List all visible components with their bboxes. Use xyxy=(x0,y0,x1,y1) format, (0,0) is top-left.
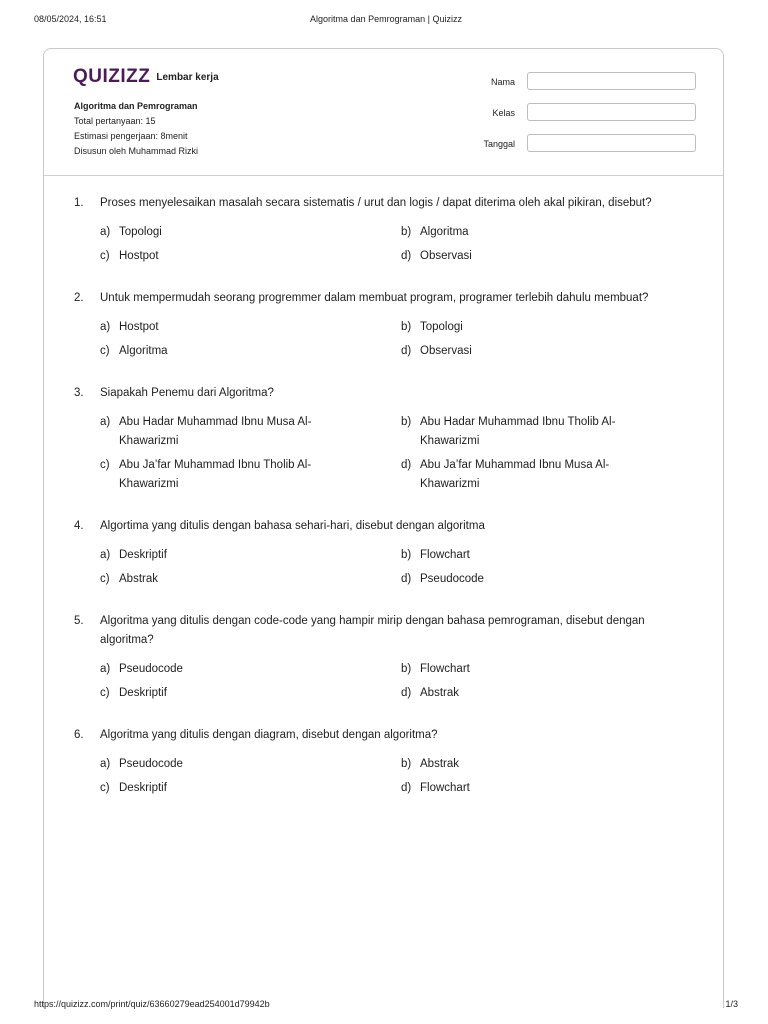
question-2 xyxy=(74,289,674,361)
worksheet-title: Algoritma dan Pemrograman xyxy=(74,101,198,111)
option-letter: a) xyxy=(100,321,111,333)
option-text: Deskriptif xyxy=(119,549,167,561)
option-grid xyxy=(100,660,674,703)
option-letter: c) xyxy=(100,345,110,357)
option-letter: a) xyxy=(100,226,111,238)
option-letter: b) xyxy=(401,321,412,333)
logo-wordmark: QUIZIZZ xyxy=(73,66,151,87)
question-text: Algoritma yang ditulis dengan code-code yang hampir mirip dengan bahasa pemrograman, disebut dengan algoritma? xyxy=(100,615,645,646)
print-datetime: 08/05/2024, 16:51 xyxy=(34,14,107,24)
option-grid xyxy=(100,413,674,494)
option-a[interactable] xyxy=(100,318,401,337)
option-a[interactable] xyxy=(100,755,401,774)
option-text: Hostpot xyxy=(119,250,159,262)
question-text: Proses menyelesaikan masalah secara sistematis / urut dan logis / dapat diterima oleh akal pikiran, disebut? xyxy=(100,197,652,209)
option-text: Pseudocode xyxy=(119,758,183,770)
option-text: Abstrak xyxy=(420,758,459,770)
option-text: Flowchart xyxy=(420,549,470,561)
option-b[interactable] xyxy=(401,755,686,774)
option-text: Abu Hadar Muhammad Ibnu Musa Al-Khawarizmi xyxy=(119,416,312,447)
option-text: Algoritma xyxy=(420,226,469,238)
option-text: Flowchart xyxy=(420,663,470,675)
option-text: Topologi xyxy=(119,226,162,238)
class-field-row xyxy=(474,103,696,123)
option-b[interactable] xyxy=(401,223,686,242)
option-text: Hostpot xyxy=(119,321,159,333)
date-input[interactable] xyxy=(527,134,696,152)
option-letter: d) xyxy=(401,345,412,357)
option-d[interactable] xyxy=(401,570,686,589)
option-b[interactable] xyxy=(401,413,686,451)
quizizz-logo xyxy=(73,67,219,87)
question-3 xyxy=(74,384,674,494)
option-letter: d) xyxy=(401,573,412,585)
question-number: 3. xyxy=(74,387,84,399)
option-text: Abstrak xyxy=(420,687,459,699)
option-letter: c) xyxy=(100,459,110,471)
option-letter: b) xyxy=(401,416,412,428)
option-letter: d) xyxy=(401,782,412,794)
option-letter: c) xyxy=(100,782,110,794)
option-letter: d) xyxy=(401,250,412,262)
option-letter: a) xyxy=(100,549,111,561)
option-b[interactable] xyxy=(401,546,686,565)
option-text: Flowchart xyxy=(420,782,470,794)
question-text: Algortima yang ditulis dengan bahasa sehari-hari, disebut dengan algoritma xyxy=(100,520,485,532)
option-text: Abstrak xyxy=(119,573,158,585)
option-grid xyxy=(100,546,674,589)
print-footer xyxy=(34,999,738,1011)
option-d[interactable] xyxy=(401,779,686,798)
print-url: https://quizizz.com/print/quiz/63660279ead254001d79942b xyxy=(34,999,270,1009)
option-d[interactable] xyxy=(401,247,686,266)
name-input[interactable] xyxy=(527,72,696,90)
option-c[interactable] xyxy=(100,570,401,589)
question-number: 2. xyxy=(74,292,84,304)
time-estimate: Estimasi pengerjaan: 8menit xyxy=(74,131,188,141)
option-text: Deskriptif xyxy=(119,782,167,794)
class-label: Kelas xyxy=(492,108,515,118)
question-6 xyxy=(74,726,674,798)
logo-subtitle: Lembar kerja xyxy=(156,71,219,83)
option-letter: c) xyxy=(100,687,110,699)
option-text: Topologi xyxy=(420,321,463,333)
date-field-row xyxy=(474,134,696,154)
name-field-row xyxy=(474,72,696,92)
option-text: Pseudocode xyxy=(119,663,183,675)
name-label: Nama xyxy=(490,77,515,87)
option-text: Abu Hadar Muhammad Ibnu Tholib Al-Khawarizmi xyxy=(420,416,616,447)
option-text: Abu Ja’far Muhammad Ibnu Tholib Al-Khawarizmi xyxy=(119,459,312,490)
print-page-title: Algoritma dan Pemrograman | Quizizz xyxy=(310,14,462,24)
question-number: 5. xyxy=(74,615,84,627)
option-c[interactable] xyxy=(100,247,401,266)
option-letter: d) xyxy=(401,687,412,699)
option-d[interactable] xyxy=(401,342,686,361)
option-grid xyxy=(100,755,674,798)
page-number: 1/3 xyxy=(725,999,738,1009)
option-letter: c) xyxy=(100,573,110,585)
print-header xyxy=(34,14,738,26)
option-text: Pseudocode xyxy=(420,573,484,585)
option-d[interactable] xyxy=(401,684,686,703)
question-text: Siapakah Penemu dari Algoritma? xyxy=(100,387,274,399)
option-a[interactable] xyxy=(100,660,401,679)
author-line: Disusun oleh Muhammad Rizki xyxy=(74,146,199,156)
option-text: Algoritma xyxy=(119,345,168,357)
option-c[interactable] xyxy=(100,684,401,703)
option-text: Observasi xyxy=(420,250,472,262)
question-1 xyxy=(74,194,674,266)
option-a[interactable] xyxy=(100,413,401,451)
option-b[interactable] xyxy=(401,660,686,679)
class-input[interactable] xyxy=(527,103,696,121)
question-text: Algoritma yang ditulis dengan diagram, disebut dengan algoritma? xyxy=(100,729,438,741)
date-label: Tanggal xyxy=(483,139,515,149)
option-text: Abu Ja’far Muhammad Ibnu Musa Al-Khawarizmi xyxy=(420,459,610,490)
option-letter: b) xyxy=(401,549,412,561)
option-letter: b) xyxy=(401,226,412,238)
option-letter: a) xyxy=(100,416,111,428)
question-list xyxy=(74,194,674,821)
worksheet-sheet xyxy=(43,48,724,1008)
option-a[interactable] xyxy=(100,223,401,242)
option-c[interactable] xyxy=(100,342,401,361)
option-grid xyxy=(100,318,674,361)
option-d[interactable] xyxy=(401,456,686,494)
question-number: 4. xyxy=(74,520,84,532)
question-number: 6. xyxy=(74,729,84,741)
total-questions: Total pertanyaan: 15 xyxy=(74,116,156,126)
option-text: Deskriptif xyxy=(119,687,167,699)
option-b[interactable] xyxy=(401,318,686,337)
question-5 xyxy=(74,612,674,703)
option-letter: d) xyxy=(401,459,412,471)
worksheet-meta xyxy=(74,99,198,159)
option-letter: a) xyxy=(100,758,111,770)
option-letter: b) xyxy=(401,663,412,675)
worksheet-header xyxy=(44,49,723,176)
question-4 xyxy=(74,517,674,589)
option-text: Observasi xyxy=(420,345,472,357)
option-a[interactable] xyxy=(100,546,401,565)
question-number: 1. xyxy=(74,197,84,209)
option-letter: c) xyxy=(100,250,110,262)
option-c[interactable] xyxy=(100,779,401,798)
option-letter: b) xyxy=(401,758,412,770)
option-grid xyxy=(100,223,674,266)
option-c[interactable] xyxy=(100,456,401,494)
question-text: Untuk mempermudah seorang progremmer dalam membuat program, programer terlebih dahulu membuat? xyxy=(100,292,649,304)
option-letter: a) xyxy=(100,663,111,675)
